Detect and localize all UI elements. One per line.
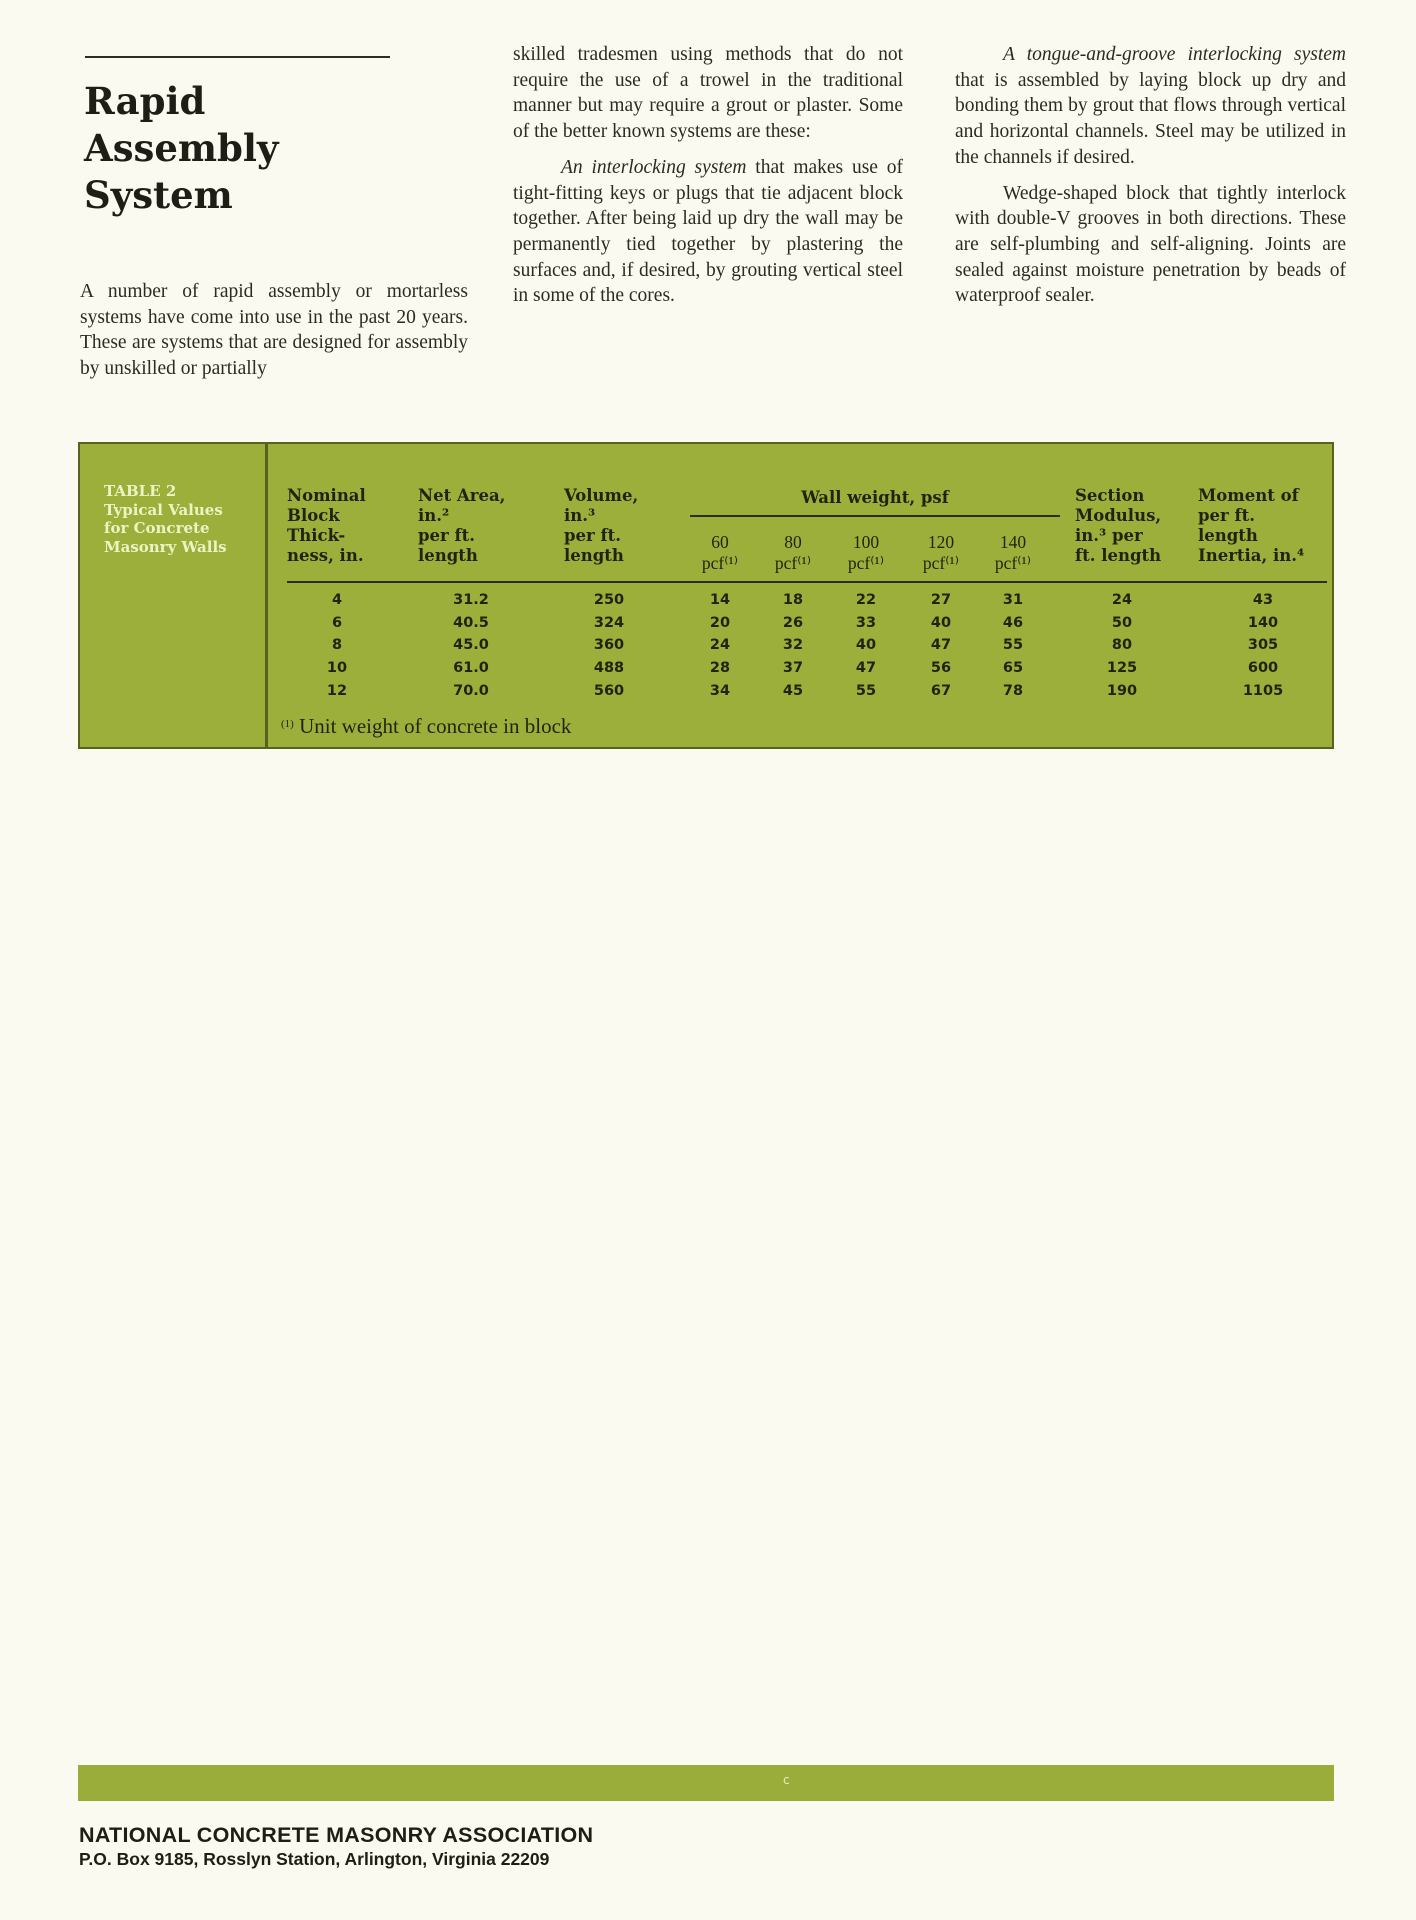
table-cell: 360 — [593, 637, 625, 654]
title-line: Rapid — [84, 79, 206, 123]
table-cell: 70.0 — [453, 682, 489, 699]
header-weight-80: 80 pcf⁽¹⁾ — [774, 532, 812, 573]
table-cell: 125 — [1106, 660, 1138, 677]
table-cell: 600 — [1247, 660, 1279, 677]
table-cell: 20 — [709, 614, 731, 631]
caption-line: Typical Values — [104, 500, 223, 519]
table-cell: 140 — [1247, 614, 1279, 631]
table-cell: 324 — [593, 614, 625, 631]
table-cell: 250 — [593, 592, 625, 608]
table-cell: 24 — [709, 637, 731, 654]
table-cell: 45 — [782, 682, 804, 699]
table-cell: 18 — [782, 592, 804, 608]
table-caption-panel — [80, 444, 268, 747]
table-cell: 46 — [1002, 614, 1024, 631]
footnote-mark: (1) — [281, 718, 294, 730]
table-cell: 24 — [1111, 592, 1133, 608]
system-name: An interlocking system — [561, 156, 747, 178]
table-cell: 50 — [1111, 614, 1133, 631]
table-cell: 6 — [331, 614, 343, 631]
table-cell: 10 — [326, 660, 348, 677]
table-cell: 14 — [709, 592, 731, 608]
table-cell: 8 — [331, 637, 343, 654]
table-cell: 78 — [1002, 682, 1024, 699]
table-cell: 28 — [709, 660, 731, 677]
table-cell: 33 — [855, 614, 877, 631]
table-cell: 34 — [709, 682, 731, 699]
table-cell: 61.0 — [453, 660, 489, 677]
table-cell: 27 — [930, 592, 952, 608]
heading-rule — [85, 56, 390, 58]
table-caption — [104, 482, 264, 556]
table-cell: 40 — [930, 614, 952, 631]
table-cell: 22 — [855, 592, 877, 608]
table-cell: 40 — [855, 637, 877, 654]
paragraph-text: that makes use of tight-fitting keys or plugs that tie adjacent block together. After being laid up dry the wall may be permanently tied together by plastering the surfaces and, if desired, by grouting vertical steel in some of the cores. — [513, 156, 903, 307]
table-cell: 80 — [1111, 637, 1133, 654]
table-cell: 67 — [930, 682, 952, 699]
paragraph: A number of rapid assembly or mortarless systems have come into use in the past 20 years. These are systems that are designed for assembly by unskilled or partially — [80, 281, 468, 380]
column-3 — [955, 42, 1346, 309]
paragraph-text: that is assembled by laying block up dry and bonding them by grout that flows through vertical and horizontal channels. Steel may be utilized in the channels if desired. — [955, 69, 1346, 168]
table-cell: 190 — [1106, 682, 1138, 699]
column-2 — [513, 42, 903, 309]
footnote-text: Unit weight of concrete in block — [299, 714, 572, 738]
table-cell: 45.0 — [453, 637, 489, 654]
paragraph: skilled tradesmen using methods that do not require the use of a trowel in the traditional manner but may require a grout or plaster. Some of the better known systems are these: — [513, 44, 903, 143]
footer-bar — [78, 1765, 1334, 1801]
organization-address: P.O. Box 9185, Rosslyn Station, Arlington, Virginia 22209 — [79, 1849, 550, 1869]
table-cell: 32 — [782, 637, 804, 654]
table-cell: 40.5 — [453, 614, 489, 631]
column-1 — [80, 279, 468, 382]
header-thickness: Nominal Block Thick- ness, in. — [287, 486, 366, 565]
paragraph — [513, 155, 903, 309]
system-name: A tongue-and-groove interlocking system — [1003, 44, 1346, 65]
header-divider — [690, 515, 1060, 517]
table-cell: 65 — [1002, 660, 1024, 677]
table-cell: 560 — [593, 682, 625, 699]
organization-name: NATIONAL CONCRETE MASONRY ASSOCIATION — [79, 1823, 594, 1847]
table-cell: 47 — [855, 660, 877, 677]
paragraph: Wedge-shaped block that tightly interlock with double-V grooves in both directions. These are self-plumbing and self-aligning. Joints are sealed against moisture penetration by beads of waterproof sealer. — [955, 182, 1346, 307]
header-weight-100: 100 pcf⁽¹⁾ — [847, 532, 885, 573]
header-weight-120: 120 pcf⁽¹⁾ — [922, 532, 960, 573]
table-cell: 488 — [593, 660, 625, 677]
table-footnote — [281, 714, 571, 739]
table-cell: 26 — [782, 614, 804, 631]
header-wall-weight-group — [690, 444, 1060, 514]
header-volume: Volume, in.³ per ft. length — [564, 486, 639, 565]
page-title — [84, 78, 404, 219]
caption-line: Masonry Walls — [104, 537, 227, 556]
table-cell: 31 — [1002, 592, 1024, 608]
caption-line: for Concrete — [104, 519, 210, 537]
title-line: Assembly — [84, 126, 279, 170]
header-wall-weight: Wall weight, psf — [801, 488, 949, 507]
table-cell: 43 — [1252, 592, 1274, 608]
data-table — [78, 442, 1334, 749]
table-cell: 55 — [1002, 637, 1024, 654]
table-cell: 37 — [782, 660, 804, 677]
footer-bar-mark: c — [783, 1773, 790, 1787]
table-cell: 305 — [1247, 637, 1279, 654]
header-net-area: Net Area, in.² per ft. length — [418, 486, 506, 565]
paragraph — [955, 42, 1346, 171]
table-cell: 55 — [855, 682, 877, 699]
table-cell: 1105 — [1242, 682, 1284, 699]
table-cell: 12 — [326, 682, 348, 699]
table-cell: 56 — [930, 660, 952, 677]
table-cell: 31.2 — [453, 592, 489, 608]
header-section-modulus: Section Modulus, in.³ per ft. length — [1075, 486, 1162, 565]
caption-line: TABLE 2 — [104, 482, 177, 500]
header-divider — [287, 581, 1327, 583]
header-weight-60: 60 pcf⁽¹⁾ — [701, 532, 739, 573]
header-moment-of-inertia: Moment of per ft. length Inertia, in.⁴ — [1198, 486, 1305, 565]
table-cell: 47 — [930, 637, 952, 654]
header-weight-140: 140 pcf⁽¹⁾ — [994, 532, 1032, 573]
title-line: System — [84, 173, 233, 217]
table-cell: 4 — [331, 592, 343, 608]
